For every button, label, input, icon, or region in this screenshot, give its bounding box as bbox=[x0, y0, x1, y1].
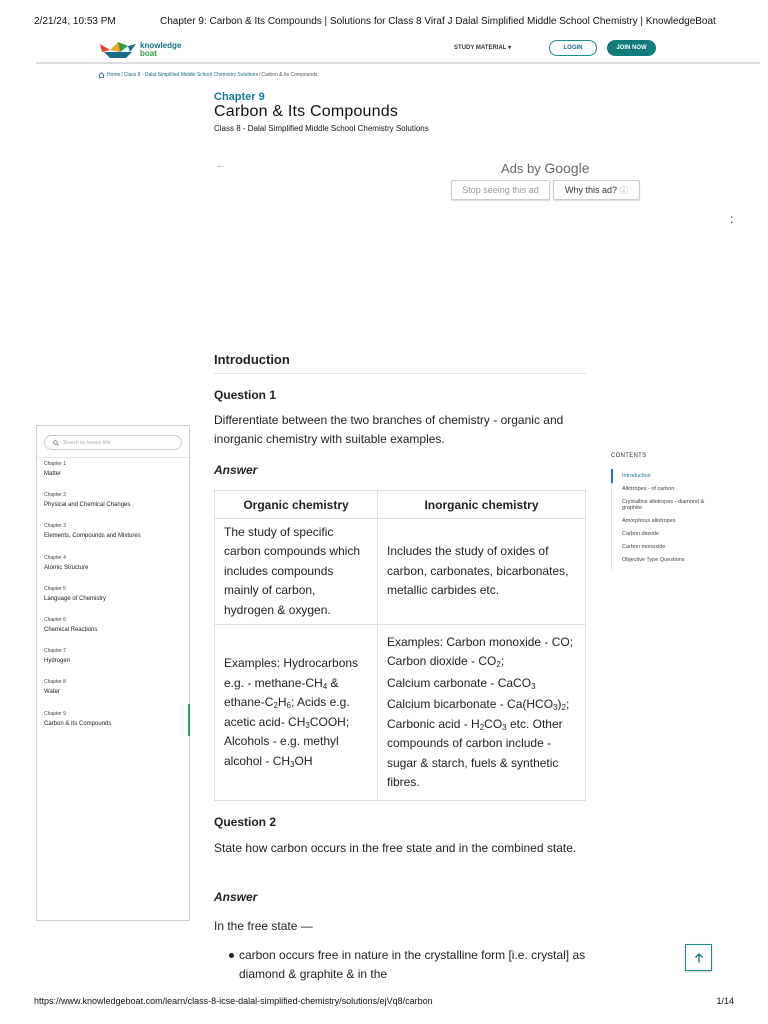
ad-back-arrow-icon[interactable]: ← bbox=[216, 160, 226, 171]
chapter-name: Carbon & Its Compounds bbox=[44, 721, 112, 727]
chapter-number: Chapter 4 bbox=[44, 555, 66, 561]
table-header-organic: Organic chemistry bbox=[215, 491, 378, 519]
question-2-answer-label: Answer bbox=[214, 890, 258, 904]
list-item: carbon occurs free in nature in the crystalline form [i.e. crystal] as diamond & graphite & in the bbox=[226, 946, 586, 984]
sidebar-item-chapter-3[interactable] bbox=[44, 523, 189, 551]
sidebar-item-chapter-5[interactable] bbox=[44, 586, 189, 614]
home-icon[interactable] bbox=[98, 72, 105, 78]
sidebar-item-chapter-6[interactable] bbox=[44, 617, 189, 645]
breadcrumb-current: Carbon & Its Compounds bbox=[261, 72, 318, 78]
sidebar-item-chapter-8[interactable] bbox=[44, 679, 189, 707]
search-icon bbox=[53, 440, 59, 446]
chapter-number: Chapter 6 bbox=[44, 617, 66, 623]
sidebar-item-chapter-2[interactable] bbox=[44, 492, 189, 520]
contents-item-crystalline-allotropes[interactable]: Crystalline allotropes - diamond & graphite bbox=[622, 499, 705, 511]
sidebar-item-chapter-1[interactable] bbox=[44, 461, 189, 489]
login-button[interactable]: LOGIN bbox=[549, 40, 597, 56]
chapter-number: Chapter 1 bbox=[44, 461, 66, 467]
contents-item-carbon-monoxide[interactable]: Carbon monoxide bbox=[622, 544, 666, 550]
site-header bbox=[36, 34, 760, 64]
ads-by-google bbox=[501, 160, 590, 176]
study-material-menu[interactable]: STUDY MATERIAL ▾ bbox=[454, 45, 512, 51]
chapter-name: Language of Chemistry bbox=[44, 596, 107, 602]
sidebar-divider bbox=[37, 457, 189, 458]
logo-line1: knowledge bbox=[140, 41, 182, 50]
print-date: 2/21/24, 10:53 PM bbox=[34, 16, 116, 27]
page-subtitle: Class 8 - Dalal Simplified Middle School Chemistry Solutions bbox=[214, 124, 429, 133]
breadcrumb-home[interactable]: Home bbox=[107, 72, 121, 78]
logo-boat-icon bbox=[98, 40, 138, 60]
logo-line2: boat bbox=[140, 49, 157, 58]
search-input[interactable] bbox=[63, 440, 163, 446]
sidebar-item-chapter-4[interactable] bbox=[44, 555, 189, 583]
breadcrumb bbox=[98, 72, 317, 78]
join-now-button[interactable]: JOIN NOW bbox=[607, 40, 656, 56]
table-cell-organic-examples: Examples: Hydrocarbons e.g. - methane-$CH_4$ & ethane-$C_2H_6$; Acids e.g. acetic acid- $CH_3COOH$; Alcohols - e.g. methyl alcohol - $CH_3OH$ bbox=[215, 625, 378, 801]
table-cell-organic-definition: The study of specific carbon compounds which includes compounds mainly of carbon, hydrogen & oxygen. bbox=[215, 519, 378, 625]
chapter-number: Chapter 5 bbox=[44, 586, 66, 592]
contents-nav bbox=[611, 469, 721, 570]
chapter-name: Atomic Structure bbox=[44, 565, 89, 571]
chapter-name: Hydrogen bbox=[44, 658, 71, 664]
logo-text bbox=[140, 42, 181, 58]
why-this-ad-button[interactable] bbox=[553, 180, 640, 200]
question-1-text: Differentiate between the two branches of chemistry - organic and inorganic chemistry with suitable examples. bbox=[214, 413, 564, 446]
print-url: https://www.knowledgeboat.com/learn/class-8-icse-dalal-simplified-chemistry/solutions/ejVq8/carbon bbox=[34, 996, 433, 1006]
chapter-number: Chapter 2 bbox=[44, 492, 66, 498]
chapter-number: Chapter 3 bbox=[44, 523, 66, 529]
breadcrumb-class[interactable]: Class 8 - Dalal Simplified Middle School Chemistry Solutions bbox=[123, 72, 258, 78]
stop-seeing-ad-button[interactable]: Stop seeing this ad bbox=[451, 180, 550, 200]
breadcrumb-separator: / bbox=[121, 72, 123, 78]
chapter-number: Chapter 7 bbox=[44, 648, 66, 654]
chapter-name: Water bbox=[44, 689, 60, 695]
question-2-heading: Question 2 bbox=[214, 815, 277, 829]
sidebar-item-chapter-7[interactable] bbox=[44, 648, 189, 676]
sidebar-item-chapter-9[interactable] bbox=[44, 711, 189, 739]
question-1-answer-label: Answer bbox=[214, 463, 258, 477]
print-doc-title: Chapter 9: Carbon & Its Compounds | Solutions for Class 8 Viraf J Dalal Simplified Middle School Chemistry | KnowledgeBoat bbox=[160, 16, 716, 27]
table-row bbox=[215, 519, 586, 625]
sidebar-search[interactable] bbox=[44, 435, 182, 450]
chapter-number: Chapter 8 bbox=[44, 679, 66, 685]
chapter-label: Chapter 9 bbox=[214, 91, 265, 103]
print-page-indicator: 1/14 bbox=[716, 996, 734, 1006]
chapter-number: Chapter 9 bbox=[44, 711, 66, 717]
contents-item-allotropes[interactable]: Allotropes - of carbon bbox=[622, 486, 675, 492]
chapter-sidebar bbox=[36, 425, 190, 921]
arrow-up-icon bbox=[693, 952, 705, 964]
print-header bbox=[34, 16, 734, 30]
contents-item-objective-questions[interactable]: Objective Type Questions bbox=[622, 557, 685, 563]
contents-item-introduction[interactable]: Introduction bbox=[612, 473, 721, 479]
table-header-inorganic: Inorganic chemistry bbox=[378, 491, 586, 519]
site-logo[interactable] bbox=[98, 38, 181, 62]
contents-item-carbon-dioxide[interactable]: Carbon dioxide bbox=[622, 531, 659, 537]
table-row bbox=[215, 625, 586, 801]
why-this-ad-label: Why this ad? bbox=[564, 185, 618, 195]
print-footer bbox=[34, 996, 734, 1010]
info-icon: ⓘ bbox=[620, 185, 629, 195]
google-label: Google bbox=[544, 160, 590, 176]
ads-by-label: Ads by bbox=[501, 161, 545, 176]
chapter-name: Elements, Compounds and Mixtures bbox=[44, 533, 141, 539]
chapter-name: Matter bbox=[44, 471, 62, 477]
chapter-name: Chemical Reactions bbox=[44, 627, 98, 633]
question-1-heading: Question 1 bbox=[214, 388, 277, 402]
table-cell-inorganic-examples: Examples: Carbon monoxide - CO; Carbon dioxide - $CO_2$; Calcium carbonate - CaCO$_3$ Calcium bicarbonate - $Ca(HCO_3)_2$; Carbonic acid - $H_2CO_3$ etc. Other compounds of carbon include - sugar & starch, fuels & synthetic fibres. bbox=[378, 625, 586, 801]
table-cell-inorganic-definition: Includes the study of oxides of carbon, carbonates, bicarbonates, metallic carbides etc. bbox=[378, 519, 586, 625]
comparison-table bbox=[214, 490, 586, 801]
edge-menu-icon[interactable]: : bbox=[730, 212, 734, 226]
section-divider bbox=[214, 373, 586, 374]
question-2-bullets bbox=[226, 946, 586, 984]
section-heading-introduction: Introduction bbox=[214, 352, 290, 367]
question-2-text: State how carbon occurs in the free state and in the combined state. bbox=[214, 841, 577, 855]
contents-item-amorphous-allotropes[interactable]: Amorphous allotropes bbox=[622, 518, 676, 524]
page-title: Carbon & Its Compounds bbox=[214, 103, 399, 120]
scroll-to-top-button[interactable] bbox=[685, 944, 712, 971]
contents-label: CONTENTS bbox=[611, 453, 647, 459]
chapter-name: Physical and Chemical Changes bbox=[44, 502, 131, 508]
breadcrumb-separator: / bbox=[258, 72, 261, 78]
question-2-lead: In the free state — bbox=[214, 919, 313, 933]
table-header-row bbox=[215, 491, 586, 519]
